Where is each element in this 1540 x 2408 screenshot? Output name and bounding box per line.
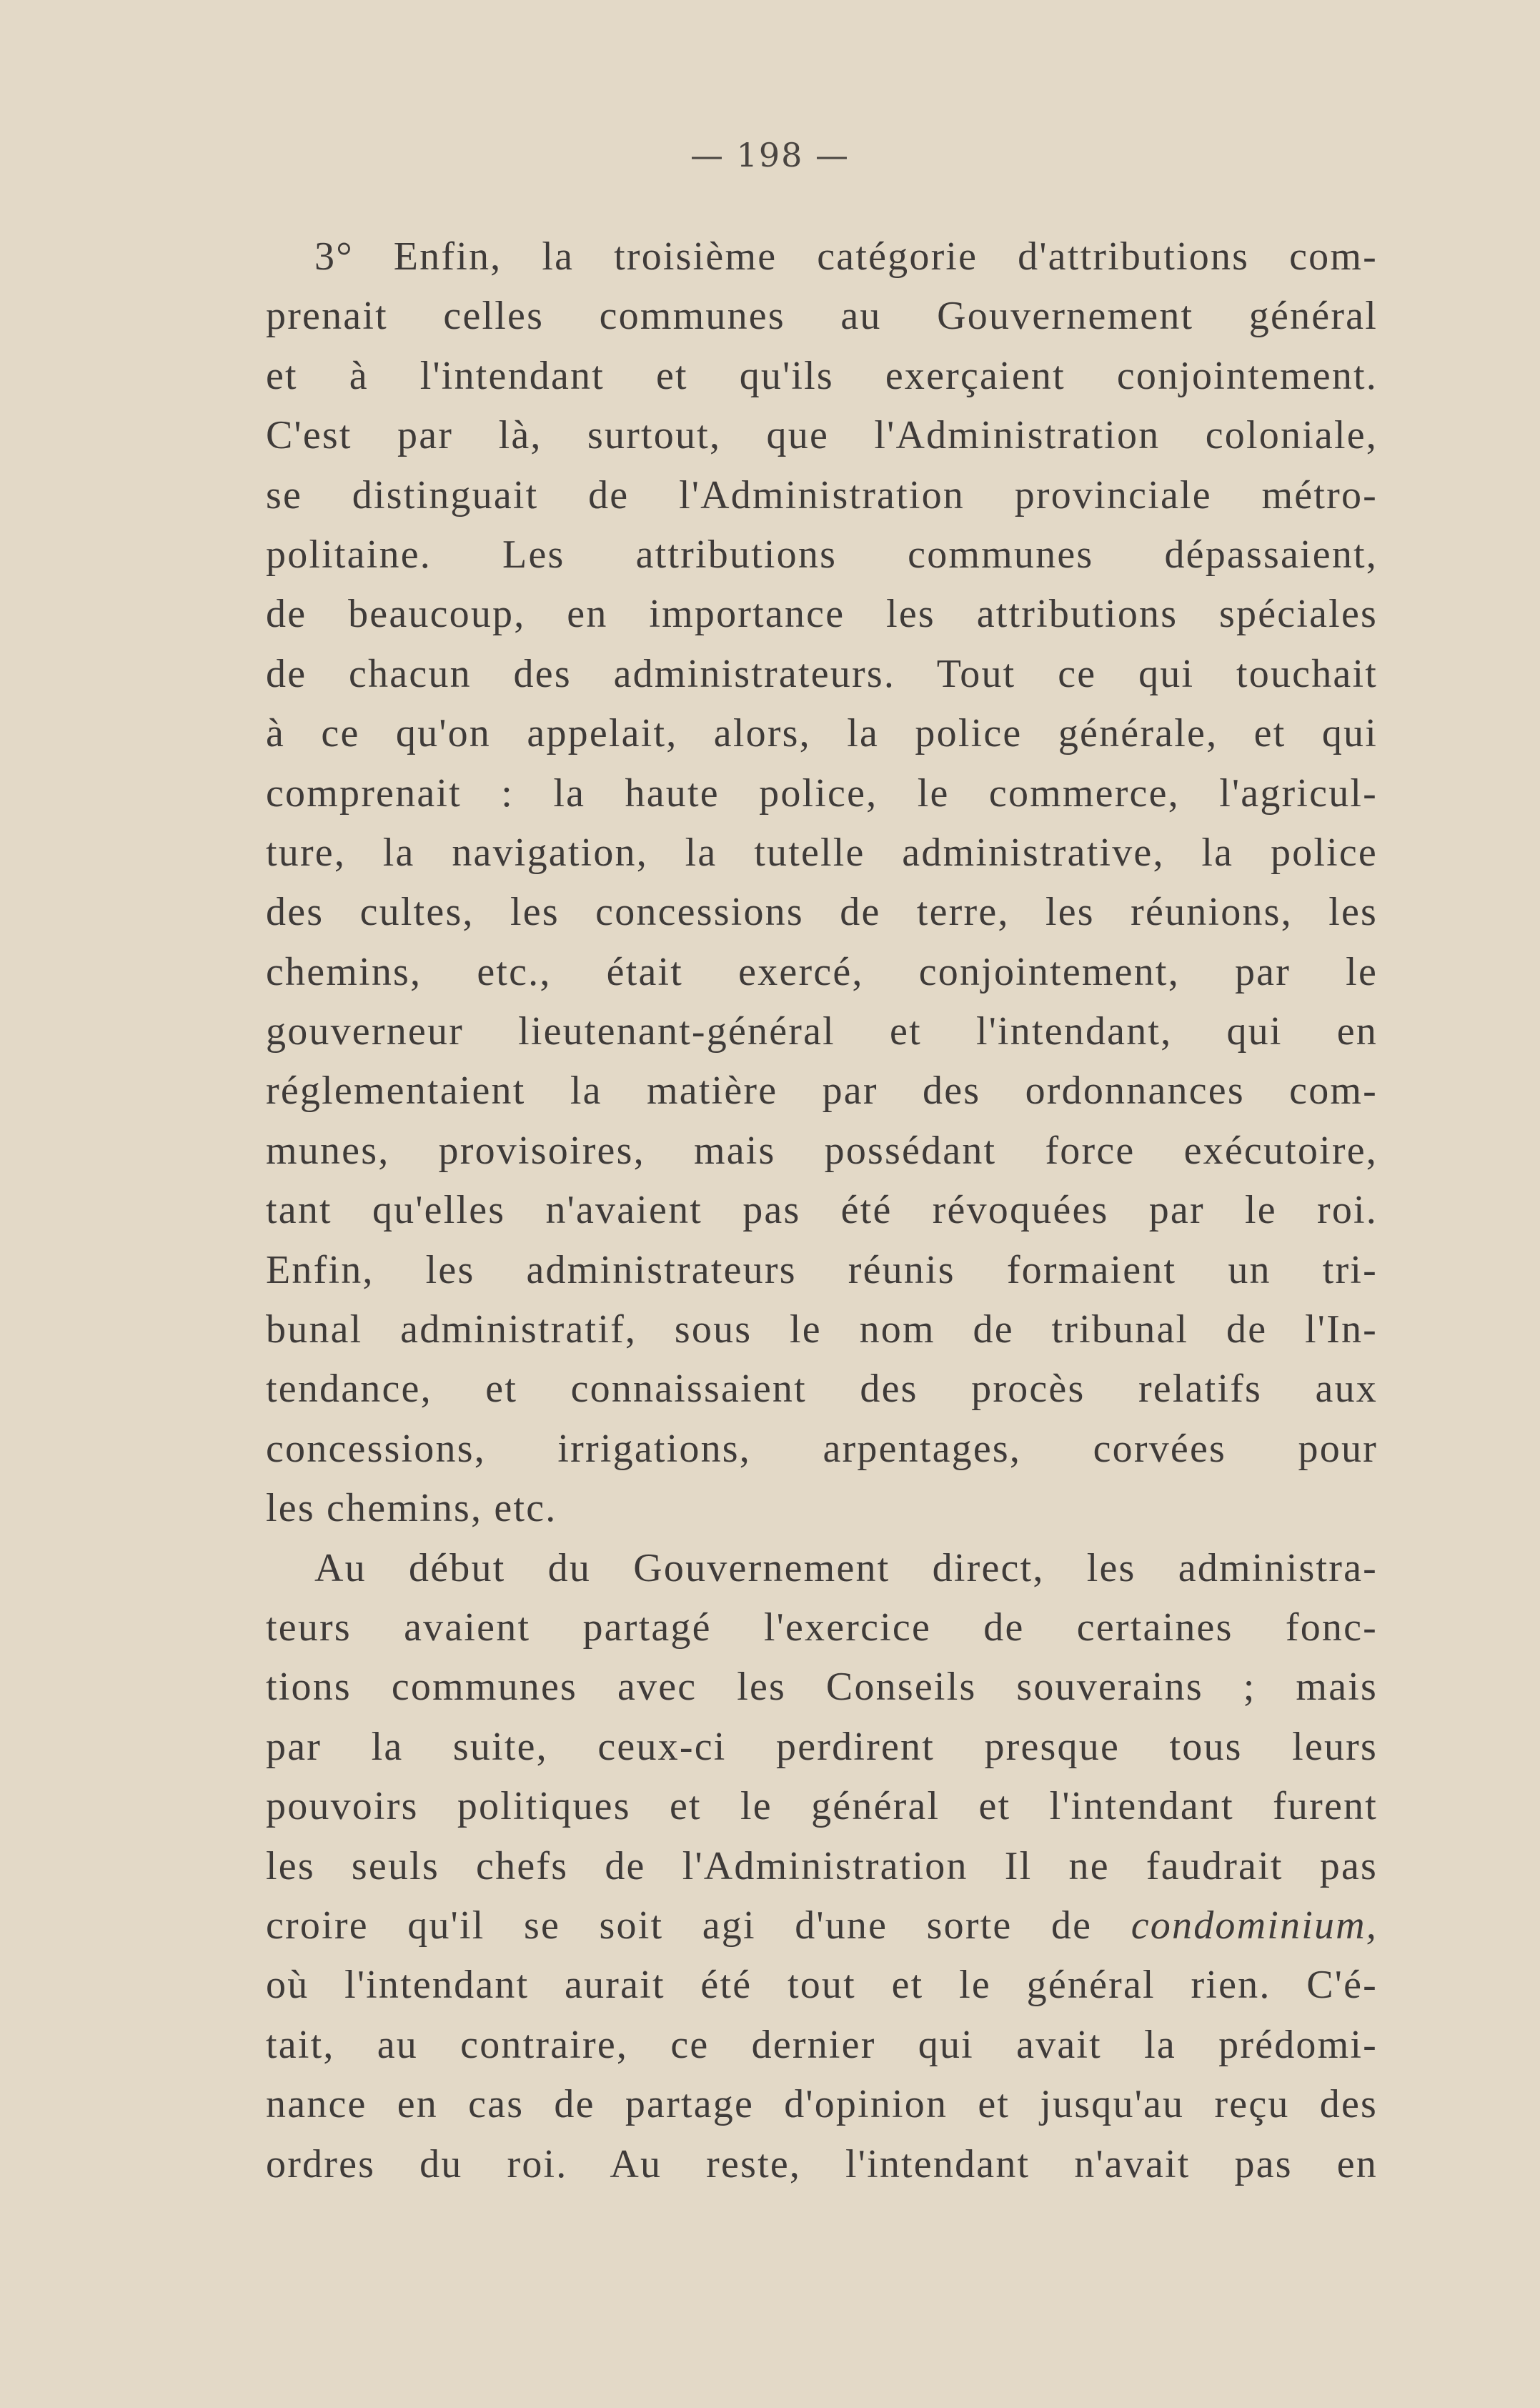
- text-line: gouverneur lieutenant-général et l'intendant, qui en: [266, 1009, 1378, 1054]
- text-line: tait, au contraire, ce dernier qui avait la prédomi-: [266, 2022, 1378, 2067]
- text-line: des cultes, les concessions de terre, les réunions, les: [266, 890, 1378, 935]
- text-line: politaine. Les attributions communes dépassaient,: [266, 532, 1378, 577]
- text-line: réglementaient la matière par des ordonnances com-: [266, 1069, 1378, 1114]
- text-line: les chemins, etc.: [266, 1486, 557, 1531]
- text-line: les seuls chefs de l'Administration Il ne faudrait pas: [266, 1843, 1378, 1888]
- paragraph-1: [266, 227, 1378, 1539]
- italic-term: condominium,: [1131, 1903, 1378, 1948]
- text-line: se distinguait de l'Administration provinciale métro-: [266, 472, 1378, 517]
- text-line: tant qu'elles n'avaient pas été révoquées par le roi.: [266, 1188, 1378, 1233]
- text-line: de chacun des administrateurs. Tout ce qui touchait: [266, 651, 1378, 696]
- text-line: bunal administratif, sous le nom de tribunal de l'In-: [266, 1307, 1378, 1352]
- text-line: teurs avaient partagé l'exercice de certaines fonc-: [266, 1605, 1378, 1650]
- text-line: comprenait : la haute police, le commerce, l'agricul-: [266, 771, 1378, 816]
- text-line: Au début du Gouvernement direct, les administra-: [314, 1545, 1378, 1590]
- text-line: ordres du roi. Au reste, l'intendant n'avait pas en: [266, 2141, 1378, 2186]
- paragraph-2: [266, 1539, 1378, 2194]
- body-text: [266, 227, 1378, 2194]
- text-line: chemins, etc., était exercé, conjointement, par le: [266, 949, 1378, 994]
- text-line: concessions, irrigations, arpentages, corvées pour: [266, 1426, 1378, 1471]
- text-line: nance en cas de partage d'opinion et jusqu'au reçu des: [266, 2082, 1378, 2127]
- text-line: 3° Enfin, la troisième catégorie d'attributions com-: [314, 234, 1378, 279]
- text-line: munes, provisoires, mais possédant force exécutoire,: [266, 1128, 1378, 1173]
- text-line-with-italic: [266, 1896, 1378, 1956]
- text-line: prenait celles communes au Gouvernement général: [266, 294, 1378, 339]
- text-line: Enfin, les administrateurs réunis formaient un tri-: [266, 1247, 1378, 1292]
- text-line: à ce qu'on appelait, alors, la police générale, et qui: [266, 711, 1378, 756]
- text-line: C'est par là, surtout, que l'Administration coloniale,: [266, 413, 1378, 458]
- text-line: par la suite, ceux-ci perdirent presque tous leurs: [266, 1724, 1378, 1769]
- text-line: de beaucoup, en importance les attributions spéciales: [266, 592, 1378, 637]
- page-number: — 198 —: [690, 136, 850, 174]
- text-line: pouvoirs politiques et le général et l'intendant furent: [266, 1784, 1378, 1829]
- text-segment: croire qu'il se soit agi d'une sorte de: [266, 1903, 1093, 1948]
- text-line: et à l'intendant et qu'ils exerçaient conjointement.: [266, 353, 1378, 398]
- text-line: où l'intendant aurait été tout et le général rien. C'é-: [266, 1963, 1378, 2008]
- text-line: tions communes avec les Conseils souverains ; mais: [266, 1665, 1378, 1710]
- text-line: tendance, et connaissaient des procès relatifs aux: [266, 1367, 1378, 1412]
- text-line: ture, la navigation, la tutelle administrative, la police: [266, 830, 1378, 875]
